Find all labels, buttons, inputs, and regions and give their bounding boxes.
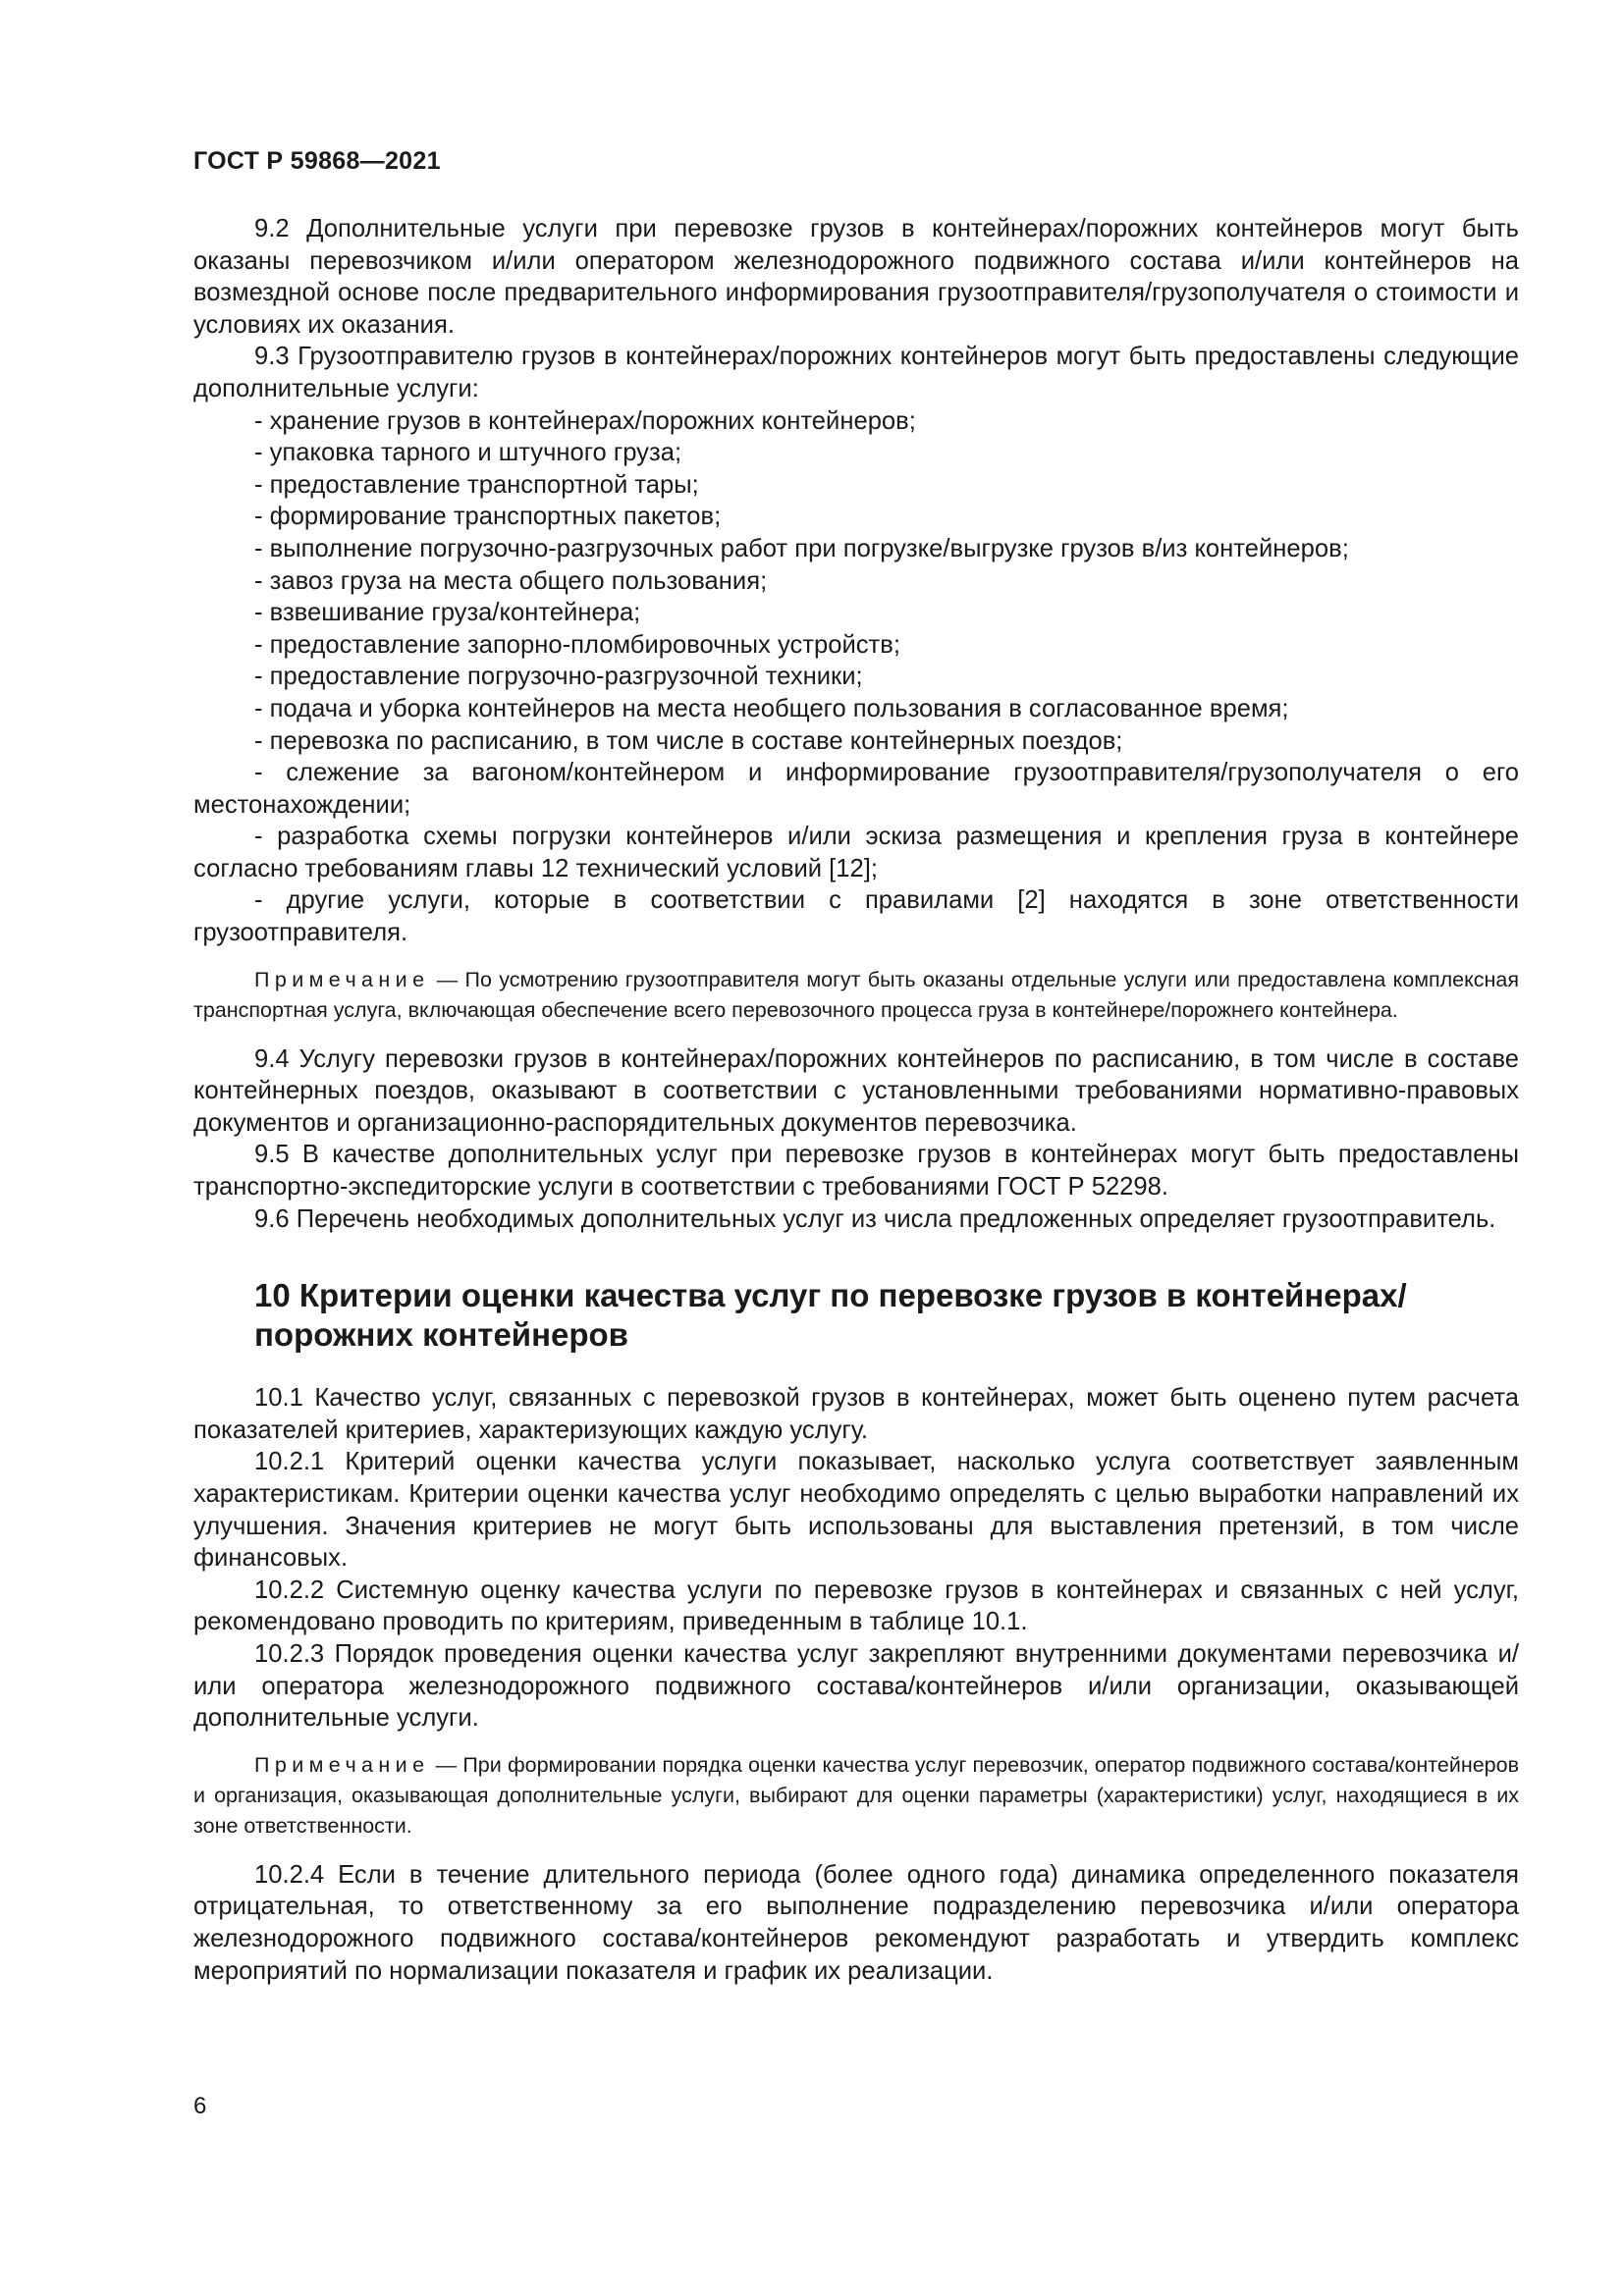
list-item: - выполнение погрузочно-разгрузочных работ при погрузке/выгрузке грузов в/из контейнеров; — [254, 534, 1349, 562]
list-item: - предоставление запорно-пломбировочных устройств; — [254, 630, 900, 659]
list-item: - предоставление погрузочно-разгрузочной техники; — [254, 663, 863, 691]
paragraph-9-2: 9.2 Дополнительные услуги при перевозке грузов в контейнерах/порожних контейнеров могут быть оказаны перевозчиком и/или оператором железнодорожного подвижного состава и/или контейнеров на возмездной основе после предварительного информирования грузоотправителя/грузополучателя о стоимости и условиях их оказания. — [193, 215, 1519, 339]
paragraph-9-3: 9.3 Грузоотправителю грузов в контейнерах/порожних контейнеров могут быть предоставлены следующие дополнительные услуги: — [193, 343, 1519, 402]
section-10-title-line2: порожних контейнеров — [254, 1316, 628, 1354]
list-item: - предоставление транспортной тары; — [254, 470, 699, 499]
note-1 — [193, 965, 1519, 1026]
paragraph-10-2-3: 10.2.3 Порядок проведения оценки качества услуг закрепляют внутренними документами перевозчика и/или оператора железнодорожного подвижного состава/контейнеров и/или организации, оказывающей дополнительные услуги. — [193, 1639, 1519, 1733]
paragraph-10-2-1: 10.2.1 Критерий оценки качества услуги показывает, насколько услуга соответствует заявленным характеристикам. Критерии оценки качества услуг необходимо определять с целью выработки направлений их улучшения. Значения критериев не могут быть использованы для выставления претензий, в том числе финансовых. — [193, 1448, 1519, 1573]
list-item: - завоз груза на места общего пользования; — [254, 566, 768, 595]
paragraph-9-4: 9.4 Услугу перевозки грузов в контейнерах/порожних контейнеров по расписанию, в том числе в составе контейнерных поездов, оказывают в соответствии с установленными требованиями нормативно-правовых документов и организационно-распорядительных документов перевозчика. — [193, 1044, 1519, 1137]
list-item: - взвешивание груза/контейнера; — [254, 599, 641, 627]
note-text: — При формировании порядка оценки качества услуг перевозчик, оператор подвижного состава/контейнеров и организация, оказывающая дополнительные услуги, выбирают для оценки параметры (характеристики) услуг, находящиеся в их зоне ответственности. — [193, 1752, 1519, 1838]
list-item: - слежение за вагоном/контейнером и информирование грузоотправителя/грузополучателя о его местонахождении; — [193, 759, 1519, 819]
paragraph-10-1: 10.1 Качество услуг, связанных с перевозкой грузов в контейнерах, может быть оценено путем расчета показателей критериев, характеризующих каждую услугу. — [193, 1384, 1519, 1444]
document-code-header: ГОСТ Р 59868—2021 — [193, 147, 441, 175]
services-list — [193, 405, 1519, 949]
document-page — [193, 147, 1519, 1987]
list-item: - перевозка по расписанию, в том числе в составе контейнерных поездов; — [254, 726, 1123, 755]
section-10-heading — [193, 1276, 1519, 1355]
list-item: - хранение грузов в контейнерах/порожних контейнеров; — [254, 406, 916, 435]
note-2 — [193, 1750, 1519, 1842]
note-text: — По усмотрению грузоотправителя могут быть оказаны отдельные услуги или предоставлена комплексная транспортная услуга, включающая обеспечение всего перевозочного процесса груза в контейнере/порожнего контейнера. — [193, 967, 1519, 1022]
section-10-title-line1: 10 Критерии оценки качества услуг по перевозке грузов в контейнерах/ — [254, 1277, 1407, 1314]
note-label: Примечание — [254, 967, 430, 991]
note-label: Примечание — [254, 1752, 430, 1777]
paragraph-9-5: 9.5 В качестве дополнительных услуг при перевозке грузов в контейнерах могут быть предоставлены транспортно-экспедиторские услуги в соответствии с требованиями ГОСТ Р 52298. — [193, 1141, 1519, 1201]
paragraph-10-2-4: 10.2.4 Если в течение длительного периода (более одного года) динамика определенного показателя отрицательная, то ответственному за его выполнение подразделению перевозчика и/или оператора железнодорожного подвижного состава/контейнеров рекомендуют разработать и утвердить комплекс мероприятий по нормализации показателя и график их реализации. — [193, 1860, 1519, 1985]
list-item: - формирование транспортных пакетов; — [254, 503, 722, 531]
page-number: 6 — [193, 2093, 207, 2119]
paragraph-9-6: 9.6 Перечень необходимых дополнительных услуг из числа предложенных определяет грузоотправитель. — [254, 1204, 1496, 1233]
list-item: - упаковка тарного и штучного груза; — [254, 439, 682, 467]
list-item: - разработка схемы погрузки контейнеров и/или эскиза размещения и крепления груза в контейнере согласно требованиям главы 12 технический условий [12]; — [193, 823, 1519, 882]
list-item: - подача и уборка контейнеров на места необщего пользования в согласованное время; — [254, 694, 1289, 722]
list-item: - другие услуги, которые в соответствии с правилами [2] находятся в зоне ответственности грузоотправителя. — [193, 886, 1519, 947]
paragraph-10-2-2: 10.2.2 Системную оценку качества услуги по перевозке грузов в контейнерах и связанных с ней услуг, рекомендовано проводить по критериям, приведенным в таблице 10.1. — [193, 1575, 1519, 1636]
